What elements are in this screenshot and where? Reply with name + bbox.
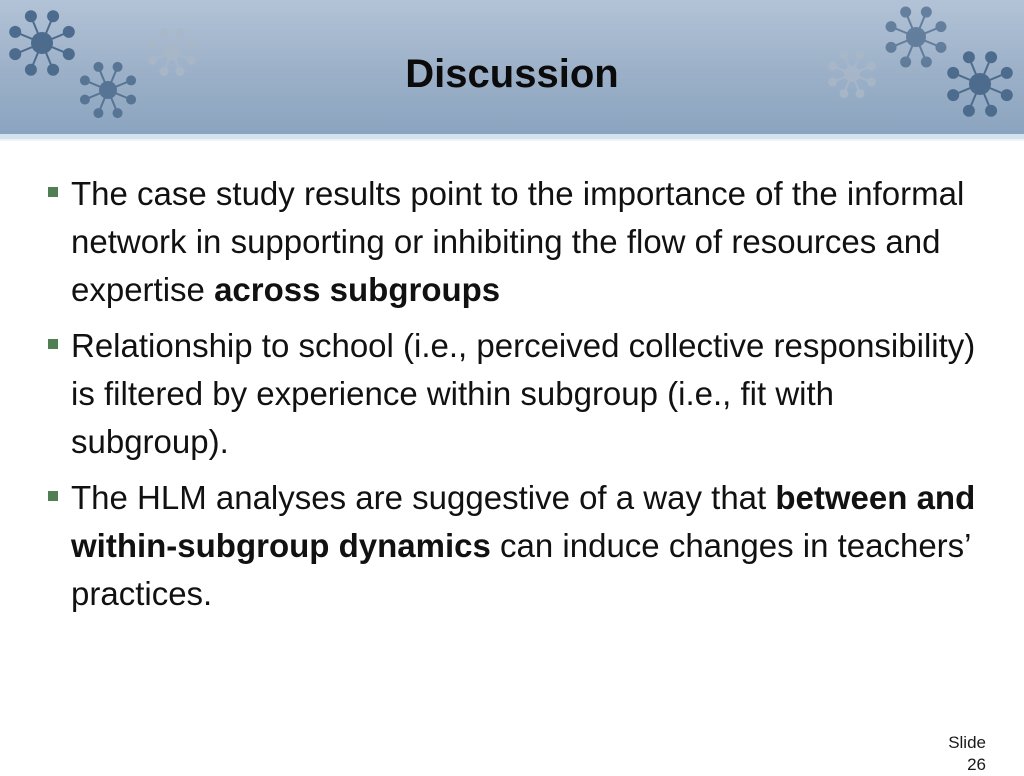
bullet-item — [44, 474, 994, 618]
square-bullet-icon — [48, 339, 58, 349]
bullet-emphasis: across subgroups — [214, 271, 501, 308]
banner-divider-highlight — [0, 139, 1024, 141]
bullet-text: The case study results point to the importance of the informal network in supporting or inhibiting the flow of resources and expertise — [71, 175, 965, 308]
bullet-item — [44, 322, 994, 466]
bullet-text: can induce changes in teachers’ practices. — [71, 527, 971, 612]
bullet-text: Relationship to school (i.e., perceived collective responsibility) is filtered by experience within subgroup (i.e., fit with subgroup). — [71, 327, 976, 460]
bullet-list — [44, 170, 994, 626]
square-bullet-icon — [48, 491, 58, 501]
slide-title: Discussion — [405, 52, 619, 96]
slide-number-value: 26 — [967, 755, 986, 774]
bullet-text: The HLM analyses are suggestive of a way that — [71, 479, 776, 516]
bullet-emphasis: between and within-subgroup dynamics — [71, 479, 976, 564]
slide-number-label: Slide — [948, 733, 986, 752]
bullet-item — [44, 170, 994, 314]
square-bullet-icon — [48, 187, 58, 197]
slide-number — [926, 732, 986, 776]
